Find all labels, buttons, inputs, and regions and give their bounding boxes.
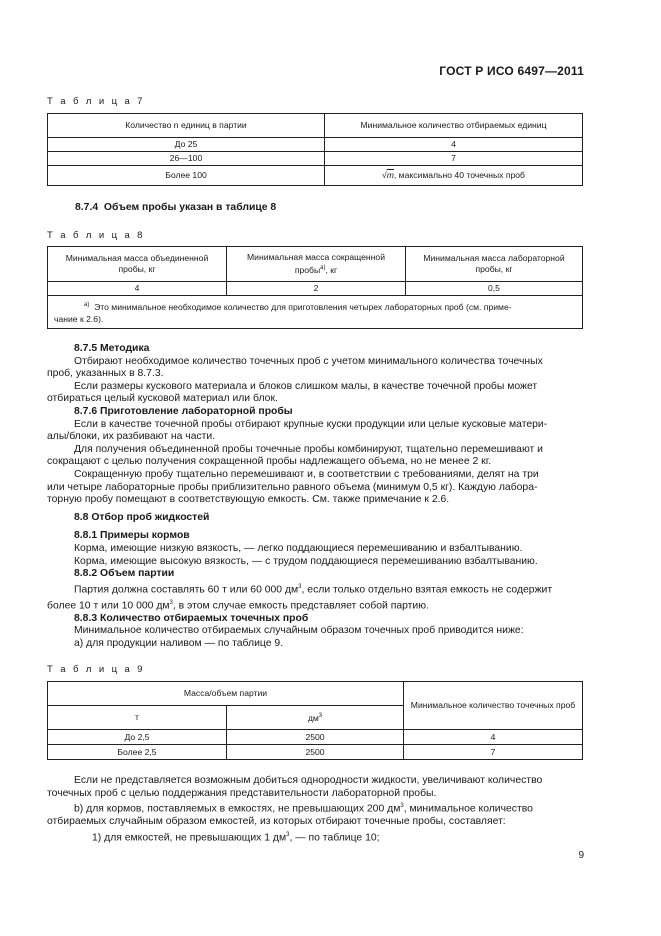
header-text: Минимальная масса сокращенной пробы [246,252,386,275]
table9-cell: Более 2,5 [48,745,227,760]
page-number: 9 [578,850,584,861]
sqrt-radicand: m [386,170,394,180]
table9-group-header: Масса/объем партии [48,682,404,706]
sqrt-sign-icon: √m [382,170,394,180]
table8-footnote [48,296,583,329]
paragraph: сокращают с целью получения сокращенной пробы надлежащего объема, но не менее 2 кг. [47,456,492,468]
text: , если только отдельно взятая емкость не содержит [301,584,553,596]
paragraph: а) для продукции наливом — по таблице 9. [74,638,284,649]
section-title: Объем пробы указан в таблице 8 [103,202,277,213]
table8-col2-header [227,247,406,282]
paragraph: Для получения объединенной пробы точечные пробы комбинируют, тщательно перемешивают и [74,443,543,455]
table8-caption: Т а б л и ц а 8 [47,230,145,241]
section-8-8-1-title: 8.8.1 Примеры кормов [74,530,190,542]
table7-cell: 26—100 [48,152,325,166]
section-number: 8.7.4 [75,202,99,213]
text: , в этом случае емкость представляет собой партию. [172,600,429,612]
table9-col3-header: Минимальное количество точечных проб [404,682,583,730]
table7-cell: Более 100 [48,166,325,186]
footnote-mark: а) [84,302,90,308]
table9-caption: Т а б л и ц а 9 [47,664,145,675]
paragraph [47,800,583,816]
paragraph: проб, указанных в 8.7.3. [47,368,164,380]
header-unit: , кг [325,264,338,275]
table7 [47,113,583,186]
text: 1) для емкостей, не превышающих 1 дм [92,832,287,844]
table7-caption: Т а б л и ц а 7 [47,96,145,107]
table9-cell: До 2,5 [48,730,227,745]
section-8-7-6-title: 8.7.6 Приготовление лабораторной пробы [74,405,293,417]
table8-cell: 2 [227,282,406,296]
table7-col2-header: Минимальное количество отбираемых единиц [325,114,583,138]
table8-cell: 4 [48,282,227,296]
table8-col3-header: Минимальная масса лабораторной пробы, кг [406,247,583,282]
table7-cell: 7 [325,152,583,166]
table9-cell: 2500 [227,730,404,745]
paragraph: Сокращенную пробу тщательно перемешивают и, в соответствии с требованиями, делят на три [74,468,539,480]
section-8-7-4 [75,202,276,215]
table7-cell: До 25 [48,138,325,152]
paragraph: Минимальное количество отбираемых случайным образом точечных проб приводится ниже: [74,625,524,637]
text: более 10 т или 10 000 дм [47,600,170,612]
text: b) для кормов, поставляемых в емкостях, не превышающих 200 дм [74,803,401,815]
paragraph: Корма, имеющие высокую вязкость, — с трудом поддающиеся перемешиванию взбалтыванию. [74,555,538,567]
footnote-text: чание к 2.6). [54,313,104,324]
paragraph: алы/блоки, их разбивают на части. [47,431,216,443]
superscript: 3 [400,803,404,810]
paragraph: точечных проб с целью поддержания представительности лабораторной пробы. [47,787,437,799]
paragraph: отбираться целый кусковой материал или блок. [47,393,278,405]
footnote-mark: а) [320,265,326,272]
body-text [47,343,583,651]
table8 [47,246,583,329]
table8-cell: 0,5 [406,282,583,296]
paragraph [47,829,583,845]
section-8-8-3-title: 8.8.3 Количество отбираемых точечных проб [74,612,309,624]
paragraph [47,597,583,613]
table7-cell-sqrt [325,166,583,186]
table8-col1-header: Минимальная масса объединенной пробы, кг [48,247,227,282]
superscript: 3 [169,599,173,606]
section-8-8-title: 8.8 Отбор проб жидкостей [74,511,210,523]
table9-cell: 7 [404,745,583,760]
table9-col2-header [227,706,404,730]
superscript: 3 [318,713,323,720]
tail-text [47,775,583,845]
table9 [47,681,583,760]
table9-cell: 2500 [227,745,404,760]
table7-cell-text: , максимально 40 точечных проб [393,170,525,180]
paragraph: или четыре лабораторные пробы приблизительно равного объема (минимум 0,5 кг). Каждую лабора- [47,481,538,493]
standard-header: ГОСТ Р ИСО 6497—2011 [439,64,584,78]
paragraph: Если не представляется возможным добиться однородности жидкости, увеличивают количество [74,775,543,786]
paragraph: Если в качестве точечной пробы отбирают крупные куски продукции или целые кусковые матери- [74,418,548,430]
table7-col1-header: Количество n единиц в партии [48,114,325,138]
paragraph: отбираемых случайным образом емкостей, из которых отбирают точечные пробы, составляет: [47,816,506,828]
paragraph: торную пробу помещают в соответствующую емкость. См. также примечание к 2.6. [47,494,450,506]
section-8-8-2-title: 8.8.2 Объем партии [74,568,175,580]
paragraph: Если размеры кускового материала и блоков слишком малы, в качестве точечной пробы может [74,380,538,392]
superscript: 3 [298,583,302,590]
paragraph [47,581,583,597]
text: , — по таблице 10; [289,832,380,844]
paragraph: Отбирают необходимое количество точечных проб с учетом минимального количества точечных [74,355,543,367]
text: , минимальное количество [403,803,533,815]
text: Партия должна составлять 60 т или 60 000 дм [74,584,299,596]
header-text: дм [307,712,319,723]
superscript: 3 [286,831,290,838]
section-8-7-5-title: 8.7.5 Методика [74,343,150,354]
paragraph: Корма, имеющие низкую вязкость, — легко поддающиеся перемешиванию и взбалтыванию. [74,542,523,554]
table7-cell: 4 [325,138,583,152]
table9-cell: 4 [404,730,583,745]
footnote-text: Это минимальное необходимое количество для приготовления четырех лабораторных проб (см. приме- [94,301,512,312]
table9-col1-header: т [48,706,227,730]
